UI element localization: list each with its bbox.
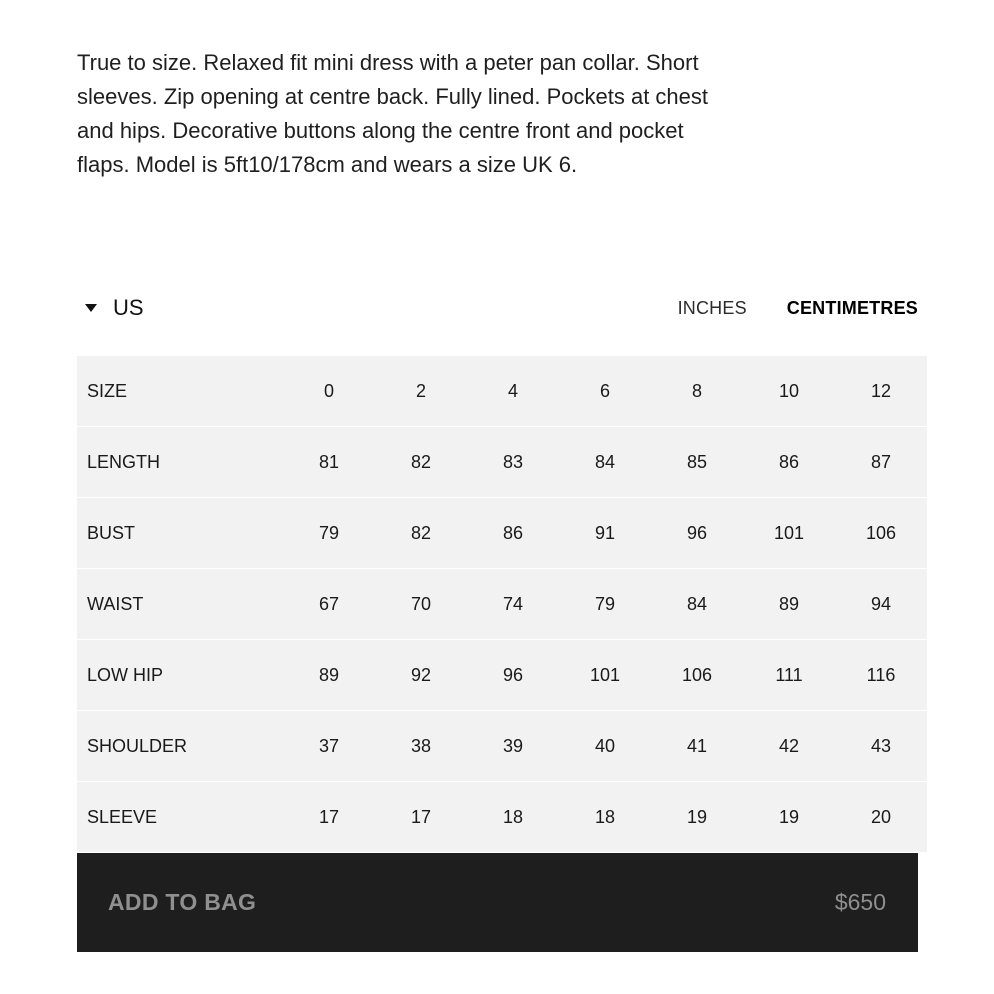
product-description: True to size. Relaxed fit mini dress with a peter pan collar. Short sleeves. Zip opening at centre back. Fully lined. Pockets at chest and hips. Decorative buttons along the centre front and pocket flaps. Model is 5ft10/178cm and wears a size UK 6. — [77, 50, 708, 177]
table-row — [77, 356, 927, 427]
table-cell: 116 — [835, 640, 927, 711]
row-label: SIZE — [77, 356, 283, 427]
table-cell: 96 — [651, 498, 743, 569]
table-row — [77, 427, 927, 498]
table-cell: 42 — [743, 711, 835, 782]
table-cell: 17 — [318, 806, 340, 827]
add-to-bag-button[interactable] — [77, 853, 918, 952]
table-row — [77, 782, 927, 853]
table-cell: 38 — [375, 711, 467, 782]
table-cell: 82 — [375, 427, 467, 498]
table-cell: 106 — [651, 640, 743, 711]
table-cell: 0 — [283, 356, 375, 427]
table-cell: 86 — [467, 498, 559, 569]
unit-inches-option[interactable]: INCHES — [677, 297, 747, 318]
unit-toggle — [678, 290, 918, 326]
table-cell: 70 — [375, 569, 467, 640]
table-cell: 39 — [467, 711, 559, 782]
table-row — [77, 640, 927, 711]
region-label: US — [113, 295, 144, 320]
caret-down-icon — [85, 304, 97, 312]
table-cell: 67 — [283, 569, 375, 640]
table-cell: 79 — [559, 569, 651, 640]
add-to-bag-label: ADD TO BAG — [108, 889, 257, 915]
table-cell: 87 — [835, 427, 927, 498]
table-cell: 101 — [743, 498, 835, 569]
table-cell: 96 — [467, 640, 559, 711]
table-cell: 85 — [651, 427, 743, 498]
table-cell: 20 — [870, 806, 892, 827]
table-cell: 2 — [375, 356, 467, 427]
table-cell: 41 — [651, 711, 743, 782]
table-cell: 8 — [651, 356, 743, 427]
table-cell: 94 — [835, 569, 927, 640]
table-cell: 86 — [743, 427, 835, 498]
table-cell: 84 — [559, 427, 651, 498]
table-cell: 74 — [467, 569, 559, 640]
row-label: LENGTH — [77, 427, 283, 498]
table-cell: 40 — [559, 711, 651, 782]
table-cell: 18 — [594, 806, 616, 827]
table-cell: 17 — [410, 806, 432, 827]
table-cell: 91 — [559, 498, 651, 569]
row-label: LOW HIP — [77, 640, 283, 711]
row-label: WAIST — [77, 569, 283, 640]
table-cell: 89 — [283, 640, 375, 711]
table-cell: 12 — [835, 356, 927, 427]
table-cell: 37 — [283, 711, 375, 782]
row-label: SLEEVE — [87, 806, 158, 827]
table-cell: 43 — [835, 711, 927, 782]
region-dropdown[interactable] — [85, 290, 144, 326]
table-cell: 81 — [283, 427, 375, 498]
table-cell: 101 — [559, 640, 651, 711]
table-cell: 10 — [743, 356, 835, 427]
table-cell: 6 — [559, 356, 651, 427]
table-cell: 111 — [743, 640, 835, 711]
table-cell: 84 — [651, 569, 743, 640]
size-guide-controls — [77, 290, 918, 326]
table-cell: 82 — [375, 498, 467, 569]
price-label: $650 — [834, 889, 886, 915]
table-cell: 18 — [502, 806, 524, 827]
table-cell: 19 — [686, 806, 708, 827]
table-cell: 106 — [835, 498, 927, 569]
table-row — [77, 569, 927, 640]
table-cell: 83 — [467, 427, 559, 498]
size-chart-table — [77, 356, 927, 852]
table-row — [77, 711, 927, 782]
table-cell: 4 — [467, 356, 559, 427]
unit-centimetres-option[interactable]: CENTIMETRES — [786, 297, 918, 318]
row-label: SHOULDER — [77, 711, 283, 782]
table-cell: 19 — [778, 806, 800, 827]
table-cell: 92 — [375, 640, 467, 711]
table-row — [77, 498, 927, 569]
table-cell: 79 — [283, 498, 375, 569]
table-cell: 89 — [743, 569, 835, 640]
row-label: BUST — [77, 498, 283, 569]
